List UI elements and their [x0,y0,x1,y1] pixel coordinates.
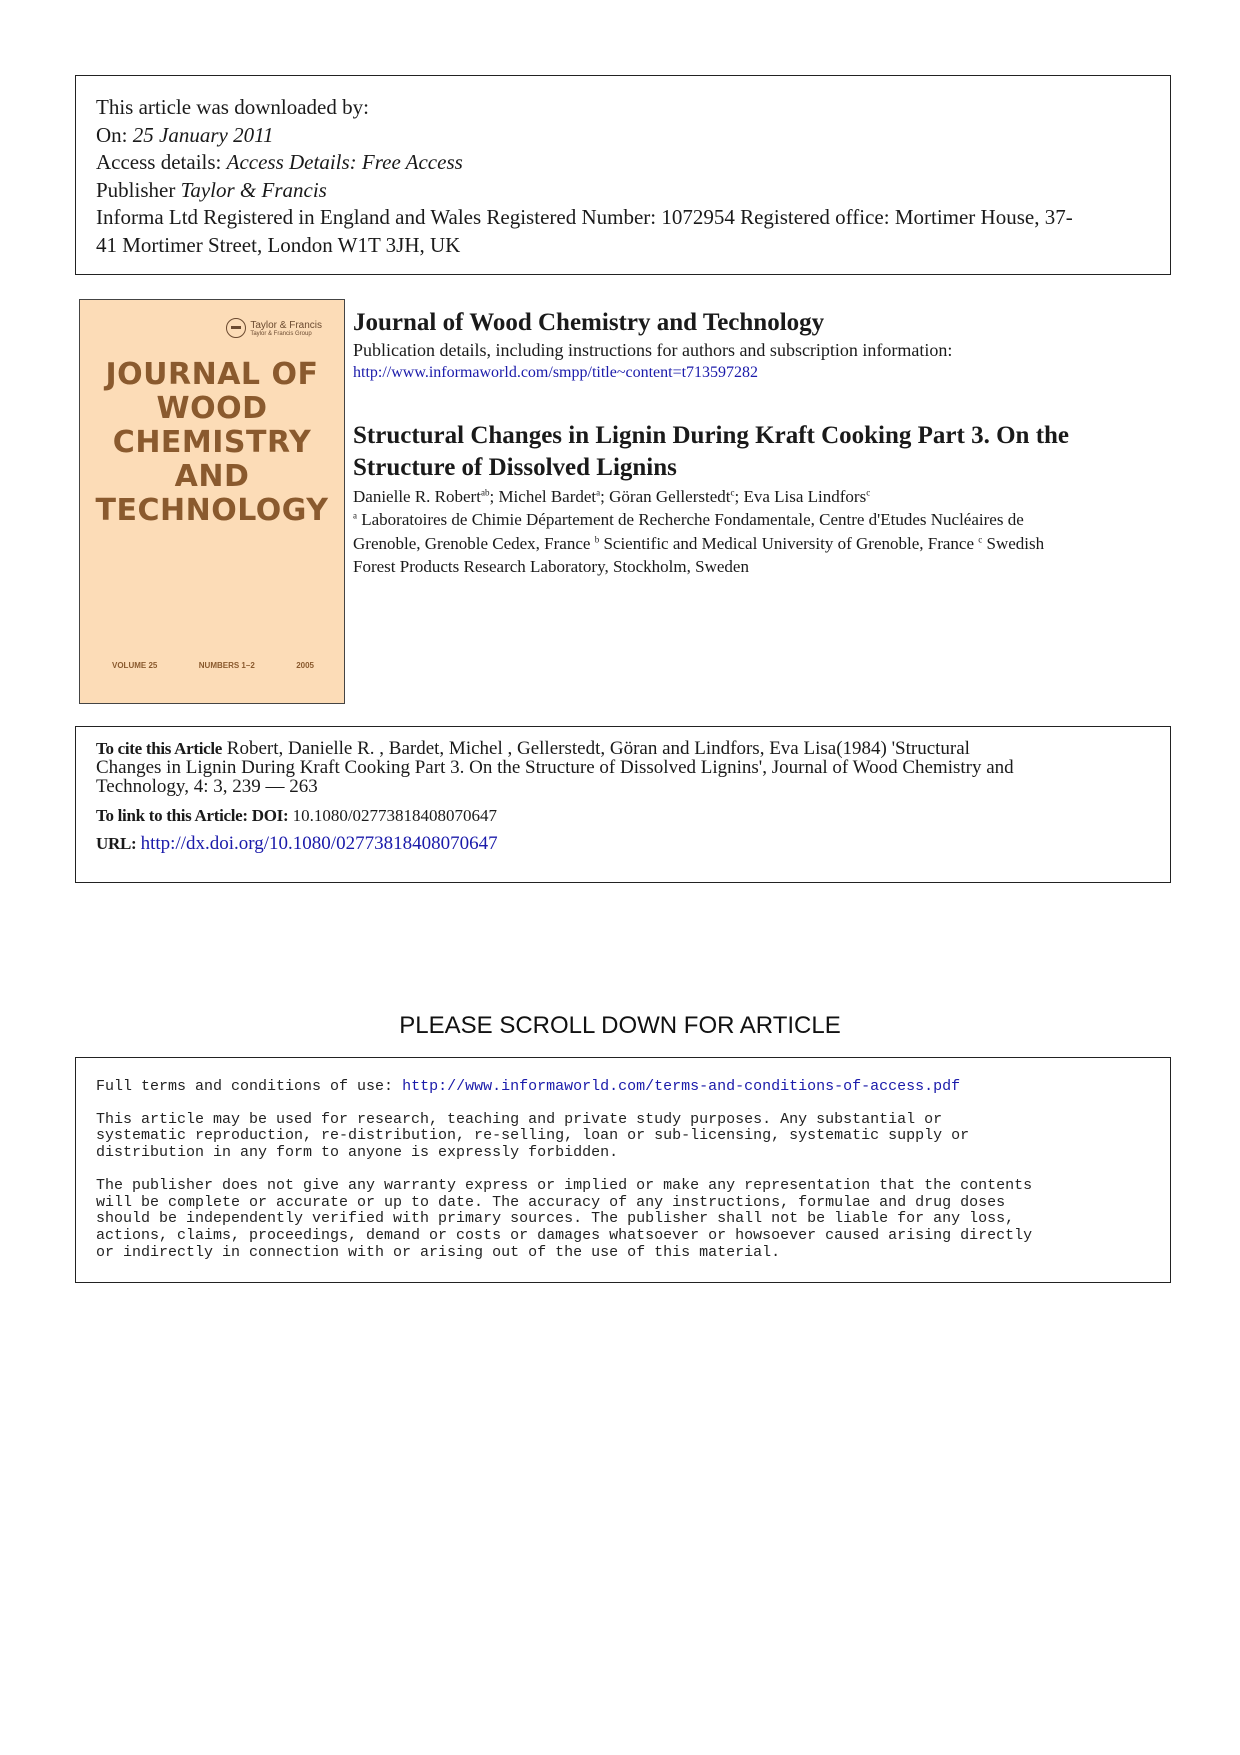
author [353,487,498,506]
download-date-line [96,122,1150,150]
cover-title [80,358,344,528]
author-affil-mark: c [866,487,871,498]
doi-value: 10.1080/02773818408070647 [288,806,498,825]
registered-office-line-2: 41 Mortimer Street, London W1T 3JH, UK [96,232,461,257]
journal-url-link[interactable]: http://www.informaworld.com/smpp/title~content=t713597282 [353,364,759,381]
affil-c-text: Swedish [982,533,1045,553]
cover-title-line: WOOD [156,391,268,426]
publication-details: Publication details, including instructions for authors and subscription information: [353,340,953,360]
taylor-francis-logo [226,318,322,338]
download-info-box [75,75,1171,275]
usage-line: systematic reproduction, re-distribution, re-selling, loan or sub-licensing, systematic supply or [96,1127,970,1145]
author [609,487,743,506]
access-details-value: Access Details: Free Access [226,150,463,174]
affil-mark-a: a [353,510,357,521]
usage-paragraph [96,1112,1150,1162]
cover-title-line: JOURNAL OF [105,357,319,392]
citation-line-2: Changes in Lignin During Kraft Cooking Part 3. On the Structure of Dissolved Lignins', Journal of Wood Chemistry and [96,757,1014,778]
journal-cover-image [79,299,345,704]
registered-office-line-1: Informa Ltd Registered in England and Wales Registered Number: 1072954 Registered office: Mortimer House, 37- [96,205,1073,229]
cite-text-1: Robert, Danielle R. , Bardet, Michel , Gellerstedt, Göran and Lindfors, Eva Lisa(1984) 'Structural [222,738,970,759]
citation-text [96,739,1150,796]
author-separator: ; [489,487,499,506]
author-name: Eva Lisa Lindfors [743,487,867,506]
access-details-label: Access details: [96,150,227,174]
publisher-value: Taylor & Francis [180,177,327,202]
doi-url-link[interactable]: http://dx.doi.org/10.1080/02773818408070647 [140,833,498,854]
cover-title-line: AND [174,459,250,494]
author-name: Danielle R. Robert [353,487,481,506]
cover-footer [112,661,314,670]
cover-title-line: CHEMISTRY [112,425,312,460]
citation-line-3: Technology, 4: 3, 239 — 263 [96,776,318,797]
publisher-logo-icon [226,318,246,338]
cover-numbers: NUMBERS 1–2 [198,661,255,670]
doi-row [96,803,1150,829]
publisher-label: Publisher [96,177,181,202]
cover-volume: VOLUME 25 [112,661,158,670]
terms-line [96,1079,1150,1096]
author-affil-mark: ab [480,487,490,498]
author-name: Michel Bardet [498,487,597,506]
affil-a-text: Laboratoires de Chimie Département de Recherche Fondamentale, Centre d'Etudes Nucléaires de [357,510,1024,529]
article-title-line-1: Structural Changes in Lignin During Kraft Cooking Part 3. On the [353,422,1070,449]
disclaimer-line: or indirectly in connection with or arising out of the use of this material. [96,1243,781,1261]
affiliation-line-3: Forest Products Research Laboratory, Stockholm, Sweden [353,557,749,576]
cover-title-line: TECHNOLOGY [95,493,329,528]
access-details-line [96,149,1150,177]
cover-year: 2005 [296,661,314,670]
affil-mark-b: b [594,533,600,544]
author-separator: ; [734,487,744,506]
cover-brand-sub: Taylor & Francis Group [250,330,312,337]
citation-box [75,726,1171,883]
author [498,487,609,506]
terms-label: Full terms and conditions of use: [96,1078,403,1095]
author-affil-mark: a [596,487,601,498]
author-list [353,486,1153,508]
author-affil-mark: c [730,487,735,498]
author [743,487,870,506]
cite-label: To cite this Article [96,739,223,758]
scroll-down-notice: PLEASE SCROLL DOWN FOR ARTICLE [399,1012,841,1039]
disclaimer-line: should be independently verified with primary sources. The publisher shall not be liable for any loss, [96,1210,1015,1228]
usage-line: distribution in any form to anyone is expressly forbidden. [96,1144,619,1162]
usage-line: This article may be used for research, teaching and private study purposes. Any substantial or [96,1110,943,1128]
affiliation-line-2 [353,532,1153,556]
article-title [353,420,1153,484]
affiliation-line-1 [353,508,1153,532]
affil-mark-c: c [978,533,983,544]
disclaimer-line: actions, claims, proceedings, demand or costs or damages whatsoever or howsoever caused arising directly [96,1226,1033,1244]
journal-title: Journal of Wood Chemistry and Technology [353,309,825,336]
author-separator: ; [600,487,610,506]
affil-b-text: Scientific and Medical University of Grenoble, France [599,533,979,553]
publisher-line [96,177,1150,205]
affiliations [353,508,1153,579]
url-label: URL: [96,834,137,853]
journal-info [353,308,1153,384]
url-row [96,831,1150,857]
terms-url-link[interactable]: http://www.informaworld.com/terms-and-conditions-of-access.pdf [402,1078,961,1095]
article-info [353,420,1153,579]
disclaimer-line: The publisher does not give any warranty express or implied or make any representation that the contents [96,1176,1033,1194]
affil-a-text-cont: Grenoble, Grenoble Cedex, France [353,533,595,553]
author-name: Göran Gellerstedt [609,487,731,506]
article-title-line-2: Structure of Dissolved Lignins [353,454,677,481]
doi-label: To link to this Article: DOI: [96,806,289,825]
terms-box [75,1057,1171,1283]
disclaimer-line: will be complete or accurate or up to date. The accuracy of any instructions, formulae and drug doses [96,1193,1006,1211]
disclaimer-paragraph [96,1178,1150,1262]
download-date: 25 January 2011 [132,122,274,147]
cover-brand: Taylor & Francis [250,319,322,331]
downloaded-by-line: This article was downloaded by: [96,95,369,119]
download-date-label: On: [96,122,133,147]
citation-line-1 [96,739,1150,758]
